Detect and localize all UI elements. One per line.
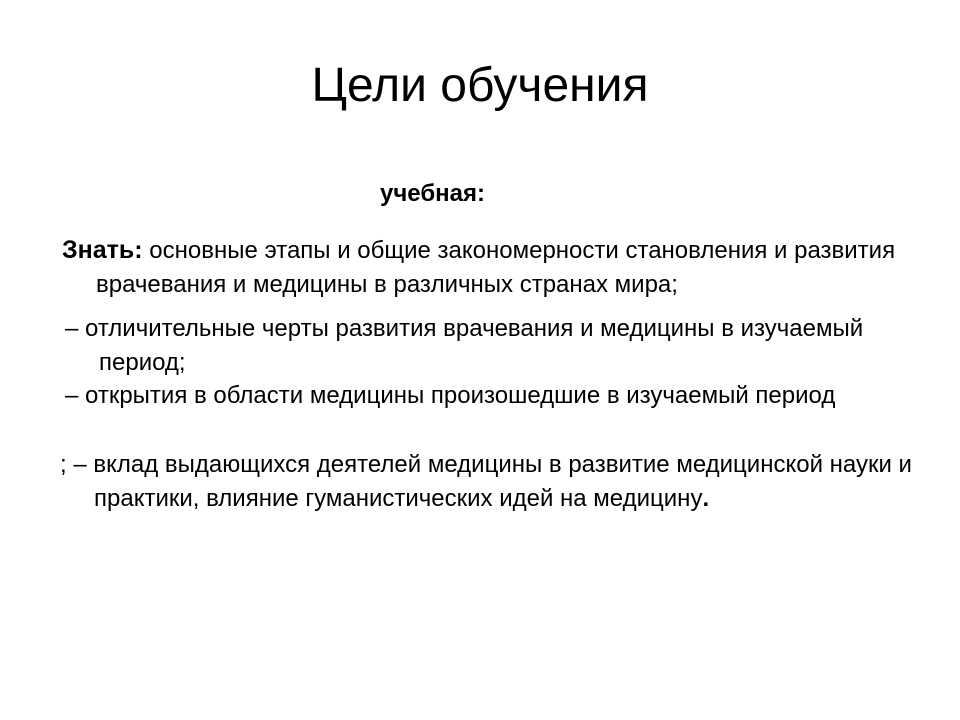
slide-subtitle: учебная:	[380, 180, 485, 207]
goal-paragraph-contribution	[60, 448, 934, 516]
contribution-text: ; – вклад выдающихся деятелей медицины в развитие медицинской науки и практики, влияние гуманистических идей на медицину	[60, 451, 912, 512]
features-text: – отличительные черты развития врачевания и медицины в изучаемый период;	[65, 315, 864, 376]
goal-paragraph-discoveries	[65, 379, 939, 413]
contribution-end: .	[702, 485, 710, 512]
know-text: основные этапы и общие закономерности становления и развития врачевания и медицины в различных странах мира;	[96, 237, 896, 298]
goal-paragraph-know	[62, 233, 936, 302]
slide-title: Цели обучения	[311, 59, 649, 112]
discoveries-text: – открытия в области медицины произошедшие в изучаемый период	[65, 382, 836, 409]
goal-paragraph-features	[65, 312, 939, 380]
know-label: Знать:	[62, 236, 143, 264]
